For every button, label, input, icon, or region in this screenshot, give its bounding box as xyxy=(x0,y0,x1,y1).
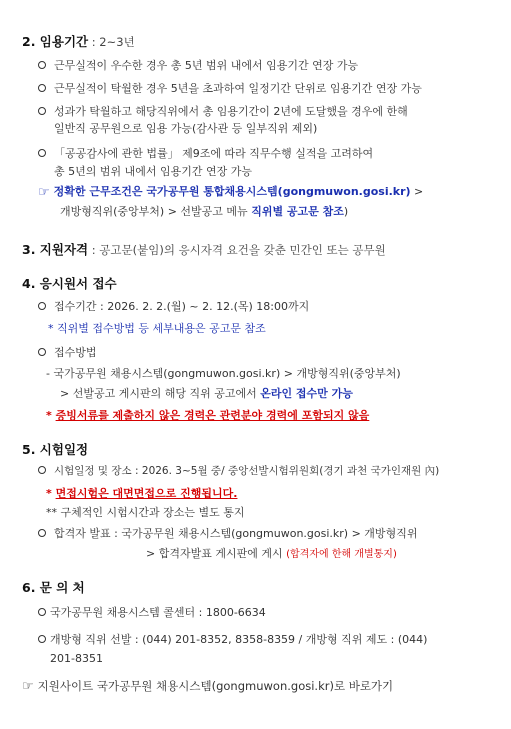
interview-note xyxy=(46,486,237,501)
bullet-circle-icon xyxy=(38,529,46,537)
list-item xyxy=(38,104,408,119)
site-shortcut-link[interactable] xyxy=(22,679,393,694)
item-text: 합격자 발표 : 국가공무원 채용시스템(gongmuwon.gosi.kr) > 개방형직위 xyxy=(54,527,418,540)
contact-continuation: 201-8351 xyxy=(50,652,103,665)
bullet-circle-icon xyxy=(38,84,46,92)
announcement-line xyxy=(146,546,397,562)
individual-notice: (합격자에 한해 개별통지) xyxy=(286,549,397,560)
item-text: 성과가 탁월하고 해당직위에서 총 임용기간이 2년에 도달했을 경우에 한해 xyxy=(54,105,408,118)
section-2-title: 2. 임용기간 xyxy=(22,34,89,49)
item-text: 근무실적이 탁월한 경우 5년을 초과하여 일정기간 단위로 임용기간 연장 가능 xyxy=(54,82,422,95)
bullet-circle-icon xyxy=(38,302,46,310)
contact-text: 개방형 직위 선발 : (044) 201-8352, 8358-8359 / 개방형 직위 제도 : (044) xyxy=(50,633,428,646)
item-text: 시험일정 및 장소 : 2026. 3~5월 중/ 중앙선발시험위원회(경기 과천 국가인재원 內) xyxy=(54,465,440,477)
bullet-circle-icon xyxy=(38,466,46,474)
bullet-circle-icon xyxy=(38,61,46,69)
section-3-heading xyxy=(22,240,386,258)
schedule-note: ** 구체적인 시험시간과 장소는 별도 통지 xyxy=(46,506,245,519)
section-3-sub: : 공고문(붙임)의 응시자격 요건을 갖춘 민간인 또는 공무원 xyxy=(88,243,386,257)
site-shortcut-text[interactable]: 지원사이트 국가공무원 채용시스템(gongmuwon.gosi.kr)로 바로가기 xyxy=(37,679,394,693)
reference-note xyxy=(38,184,423,200)
reference-menu-path: 개방형직위(중앙부처) > 선발공고 메뉴 xyxy=(60,205,248,218)
pointing-hand-icon: ☞ xyxy=(22,679,34,694)
item-text: 「공공감사에 관한 법률」 제9조에 따라 직무수행 실적을 고려하여 xyxy=(54,147,374,160)
reference-close: ) xyxy=(343,205,349,218)
interview-text: 면접시험은 대면면접으로 진행됩니다. xyxy=(55,487,238,500)
reference-arrow: > xyxy=(410,185,424,198)
list-item-continuation: 일반직 공무원으로 임용 가능(감사관 등 일부직위 제외) xyxy=(54,122,318,135)
method-text: > 선발공고 게시판의 해당 직위 공고에서 xyxy=(60,387,257,400)
list-item xyxy=(38,464,439,479)
list-item xyxy=(38,81,422,96)
item-text: 접수기간 : 2026. 2. 2.(월) ~ 2. 12.(목) 18:00까지 xyxy=(54,300,310,313)
contact-item xyxy=(38,605,266,620)
section-3-title: 3. 지원자격 xyxy=(22,242,89,257)
list-item xyxy=(38,526,417,541)
announcement-text: > 합격자발표 게시판에 게시 xyxy=(146,547,287,560)
pointing-hand-icon: ☞ xyxy=(38,184,50,200)
list-item xyxy=(38,146,373,161)
contact-text: 국가공무원 채용시스템 콜센터 : 1800-6634 xyxy=(50,606,266,619)
section-2-sub: : 2~3년 xyxy=(88,35,135,49)
section-4-heading: 4. 응시원서 접수 xyxy=(22,276,117,291)
bullet-circle-icon xyxy=(38,107,46,115)
section-5-heading: 5. 시험일정 xyxy=(22,442,89,457)
online-only-emphasis: 온라인 접수만 가능 xyxy=(260,387,353,400)
list-item xyxy=(38,58,358,73)
reference-text: 정확한 근무조건은 국가공무원 통합채용시스템(gongmuwon.gosi.kr) xyxy=(53,185,411,198)
note-text: * 직위별 접수방법 등 세부내용은 공고문 참조 xyxy=(48,322,266,335)
contact-item xyxy=(38,632,427,647)
warning-star: * xyxy=(46,409,56,422)
list-item-continuation: 총 5년의 범위 내에서 임용기간 연장 가능 xyxy=(54,165,252,178)
note-star: * xyxy=(46,487,56,500)
warning-text: 증빙서류를 제출하지 않은 경력은 관련분야 경력에 포함되지 않음 xyxy=(55,409,370,422)
bullet-circle-icon xyxy=(38,348,46,356)
section-2-heading xyxy=(22,32,135,50)
warning-note xyxy=(46,408,369,423)
bullet-circle-icon xyxy=(38,635,46,643)
section-6-heading: 6. 문 의 처 xyxy=(22,580,85,595)
method-line: - 국가공무원 채용시스템(gongmuwon.gosi.kr) > 개방형직위(중앙부처) xyxy=(46,367,401,380)
bullet-circle-icon xyxy=(38,608,46,616)
list-item xyxy=(38,345,97,360)
reference-note-continuation xyxy=(60,204,348,219)
bullet-circle-icon xyxy=(38,149,46,157)
item-text: 근무실적이 우수한 경우 총 5년 범위 내에서 임용기간 연장 가능 xyxy=(54,59,359,72)
reference-emphasis: 직위별 공고문 참조 xyxy=(251,205,344,218)
item-text: 접수방법 xyxy=(54,346,97,359)
list-item xyxy=(38,299,309,314)
method-line xyxy=(60,386,353,401)
